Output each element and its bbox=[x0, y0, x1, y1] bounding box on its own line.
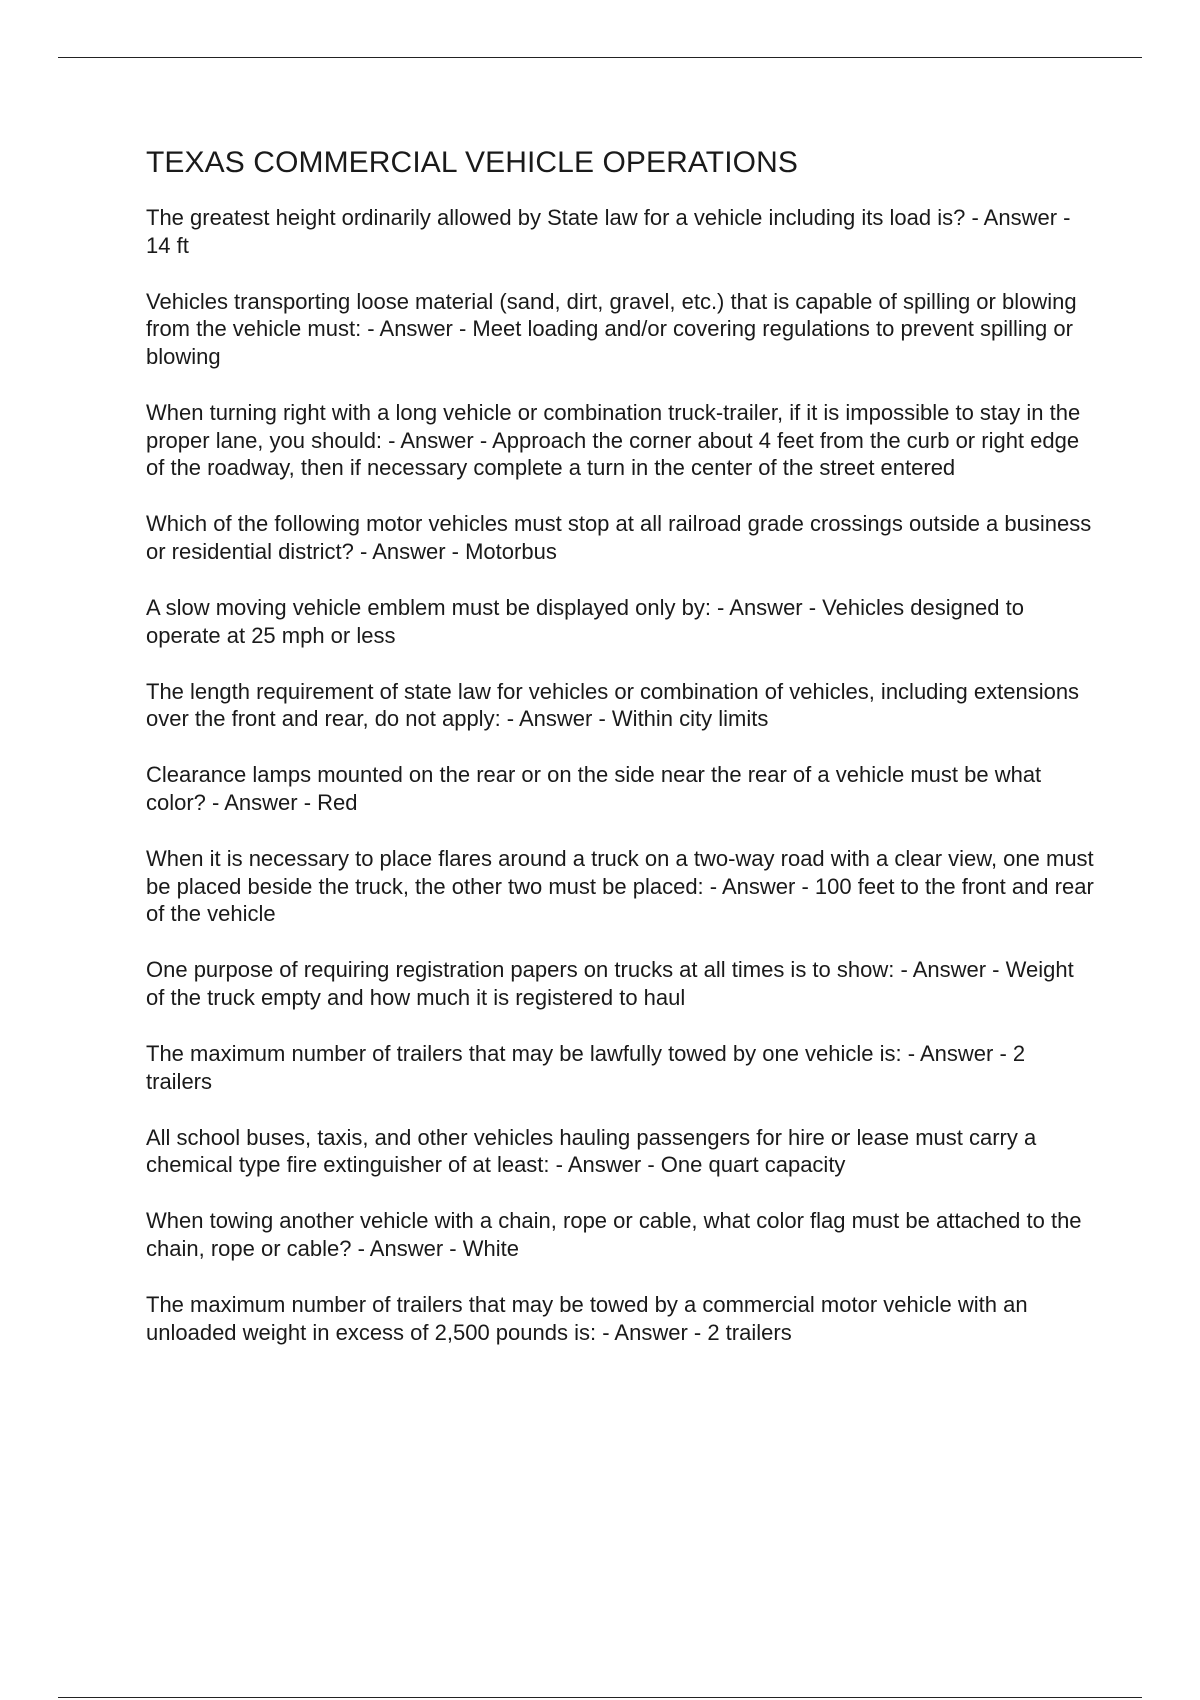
qa-item: Vehicles transporting loose material (sand, dirt, gravel, etc.) that is capable of spilling or blowing from the vehicle must: - Answer - Meet loading and/or covering regulations to prevent spilling or blowing bbox=[146, 288, 1077, 369]
qa-item: The maximum number of trailers that may be towed by a commercial motor vehicle with an unloaded weight in excess of 2,500 pounds is: - Answer - 2 trailers bbox=[146, 1292, 1028, 1345]
document-body bbox=[146, 146, 1096, 1375]
qa-item: The length requirement of state law for vehicles or combination of vehicles, including extensions over the front and rear, do not apply: - Answer - Within city limits bbox=[146, 678, 1080, 732]
top-divider bbox=[58, 57, 1142, 58]
qa-item: Which of the following motor vehicles must stop at all railroad grade crossings outside a business or residential district? - Answer - Motorbus bbox=[146, 511, 1092, 564]
qa-item: The greatest height ordinarily allowed by State law for a vehicle including its load is? - Answer - 14 ft bbox=[146, 205, 1071, 258]
qa-item: All school buses, taxis, and other vehicles hauling passengers for hire or lease must carry a chemical type fire extinguisher of at least: - Answer - One quart capacity bbox=[146, 1124, 1037, 1178]
bottom-divider bbox=[58, 1697, 1142, 1698]
qa-item: One purpose of requiring registration papers on trucks at all times is to show: - Answer - Weight of the truck empty and how much it is registered to haul bbox=[146, 957, 1074, 1010]
qa-item: Clearance lamps mounted on the rear or on the side near the rear of a vehicle must be what color? - Answer - Red bbox=[146, 762, 1042, 815]
qa-item: A slow moving vehicle emblem must be displayed only by: - Answer - Vehicles designed to operate at 25 mph or less bbox=[146, 594, 1024, 648]
qa-item: When it is necessary to place flares around a truck on a two-way road with a clear view, one must be placed beside the truck, the other two must be placed: - Answer - 100 feet to the front and rear of the vehicle bbox=[146, 846, 1094, 927]
qa-item: The maximum number of trailers that may be lawfully towed by one vehicle is: - Answer - 2 trailers bbox=[146, 1040, 1026, 1094]
qa-item: When turning right with a long vehicle or combination truck-trailer, if it is impossible to stay in the proper lane, you should: - Answer - Approach the corner about 4 feet from the curb or right edge of the roadway, then if necessary complete a turn in the center of the street entered bbox=[146, 399, 1081, 481]
page-title: TEXAS COMMERCIAL VEHICLE OPERATIONS bbox=[146, 146, 798, 179]
qa-item: When towing another vehicle with a chain, rope or cable, what color flag must be attached to the chain, rope or cable? - Answer - White bbox=[146, 1208, 1082, 1261]
